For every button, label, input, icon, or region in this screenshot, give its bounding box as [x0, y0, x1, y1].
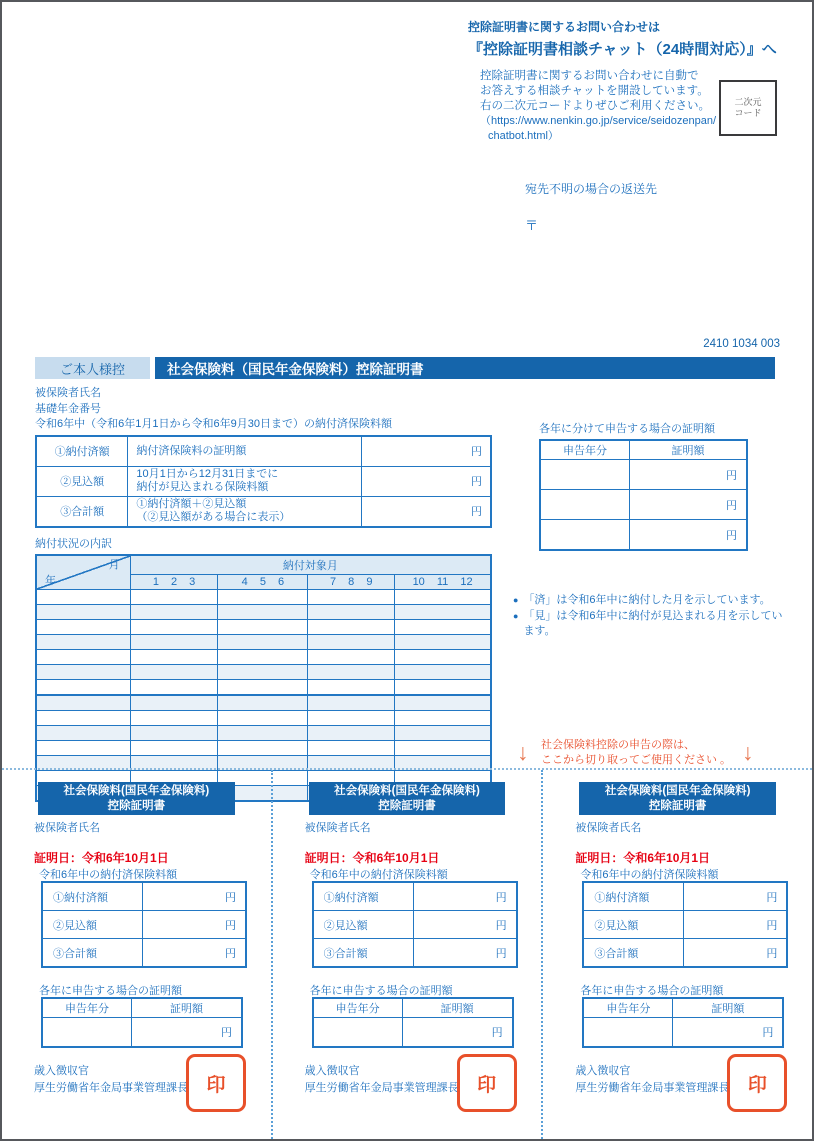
stub-paid-heading: 令和6年中の納付済保険料額: [580, 869, 719, 881]
table-row: [36, 725, 491, 740]
amount-value-cell: 円: [630, 520, 748, 551]
postal-code-mark: 〒: [525, 218, 539, 233]
official-title-line1: 歳入徴収官: [304, 1065, 360, 1077]
description-line: ①納付済額＋②見込額: [136, 498, 247, 510]
amount-row-label: ③合計額: [42, 939, 143, 968]
seal-character: 印: [477, 1074, 497, 1096]
amount-row-label: ①納付済額: [36, 436, 128, 467]
table-row: [583, 1018, 783, 1048]
table-row: [36, 695, 491, 711]
stub-amount-table: [312, 881, 518, 968]
official-title-line2: 厚生労働省年金局事業管理課長: [304, 1082, 459, 1094]
amount-row-label: ①納付済額: [583, 882, 684, 911]
stub-amount-table: [41, 881, 247, 968]
table-row: [36, 466, 491, 496]
cut-arrow-down-icon: ↓: [517, 739, 529, 765]
table-row: [36, 740, 491, 755]
stub-yearly-heading: 各年に申告する場合の証明額: [580, 985, 724, 997]
seal-character: 印: [747, 1074, 767, 1096]
table-row: [36, 710, 491, 725]
stub-title-line2: 控除証明書: [107, 799, 166, 812]
month-group-header: 1 2 3: [130, 574, 218, 589]
table-header-row: [36, 555, 491, 575]
paid-amount-table: [35, 435, 492, 528]
main-right-column: [539, 420, 789, 551]
table-row: [583, 939, 787, 968]
stub-yearly-heading: 各年に申告する場合の証明額: [39, 985, 182, 997]
amount-value-cell: 円: [362, 496, 492, 527]
yearly-declaration-heading: 各年に分けて申告する場合の証明額: [539, 423, 715, 435]
stub-title: [579, 782, 776, 815]
certified-amount-header: 証明額: [132, 998, 243, 1018]
stub-certification-date: 証明日：令和6年10月1日: [304, 851, 440, 865]
amount-row-label: ③合計額: [583, 939, 684, 968]
stub-insured-name-label: 被保険者氏名: [575, 822, 642, 834]
note-text: 「見」は令和6年中に納付が見込まれる月を示しています。: [523, 610, 783, 637]
amount-value-cell: 円: [132, 1018, 243, 1048]
insured-name-label: 被保険者氏名: [35, 387, 101, 399]
amount-value-cell: 円: [684, 939, 788, 968]
stub-yearly-heading: 各年に申告する場合の証明額: [309, 985, 453, 997]
stub-amount-table: [582, 881, 788, 968]
table-row: [36, 604, 491, 619]
amount-value-cell: 円: [684, 911, 788, 939]
amount-row-label: ②見込額: [583, 911, 684, 939]
description-line: 10月1日から12月31日までに: [136, 468, 279, 480]
certified-amount-header: 証明額: [630, 440, 748, 460]
stub-paid-heading: 令和6年中の納付済保険料額: [39, 869, 178, 881]
table-header-row: [42, 998, 242, 1018]
year-month-corner-cell: [36, 555, 130, 590]
qr-label-line1: 二次元: [734, 97, 762, 107]
official-title-line1: 歳入徴収官: [34, 1065, 89, 1077]
amount-value-cell: 円: [630, 490, 748, 520]
stub-yearly-table: [582, 997, 784, 1048]
page-title: 社会保険料（国民年金保険料）控除証明書: [155, 357, 775, 379]
stub-yearly-table: [41, 997, 243, 1048]
amount-value-cell: 円: [413, 911, 517, 939]
header-bar: [35, 357, 775, 379]
amount-row-label: ③合計額: [36, 496, 128, 527]
stub-title-line1: 社会保険料(国民年金保険料): [334, 785, 480, 797]
declaration-year-header: 申告年分: [583, 998, 673, 1018]
contact-heading-line1: 控除証明書に関するお問い合わせは: [468, 20, 661, 34]
table-row: [36, 664, 491, 679]
table-row: [313, 882, 517, 911]
months-header: 納付対象月: [130, 555, 491, 575]
amount-value-cell: 円: [362, 436, 492, 467]
main-left-column: [35, 386, 492, 802]
contact-body-line: 控除証明書に関するお問い合わせに自動で: [480, 70, 699, 82]
amount-value-cell: 円: [413, 882, 517, 911]
table-row: [540, 490, 747, 520]
table-row: [42, 939, 246, 968]
description-line: （②見込額がある場合に表示）: [136, 511, 291, 523]
qr-label-line2: コード: [734, 108, 762, 118]
table-row: [583, 911, 787, 939]
stub-yearly-table: [312, 997, 514, 1048]
copy-type-label: ご本人様控: [35, 357, 150, 379]
official-seal-stamp: [186, 1054, 246, 1112]
issuing-official: [34, 1063, 188, 1097]
certificate-stub-3: [541, 770, 812, 1139]
payment-detail-heading: 納付状況の内訳: [35, 537, 112, 550]
document-code: 2410 1034 003: [703, 338, 780, 350]
paid-amount-heading: 令和6年中（令和6年1月1日から令和6年9月30日まで）の納付済保険料額: [35, 418, 392, 430]
pension-number-label: 基礎年金番号: [35, 402, 101, 415]
certified-amount-header: 証明額: [402, 998, 513, 1018]
table-row: [36, 589, 491, 604]
amount-row-label: ①納付済額: [42, 882, 143, 911]
declaration-year-header: 申告年分: [42, 998, 132, 1018]
note-item: [513, 609, 791, 639]
legend-notes: [513, 593, 791, 640]
seal-character: 印: [206, 1074, 226, 1096]
issuing-official: [575, 1063, 729, 1097]
amount-row-description: [128, 466, 362, 496]
certificate-stub-1: [2, 770, 271, 1139]
month-group-header: 7 8 9: [308, 574, 395, 589]
yearly-declaration-table: [539, 439, 748, 551]
amount-value-cell: 円: [673, 1018, 784, 1048]
contact-heading-line2: 『控除証明書相談チャット（24時間対応）』へ: [468, 41, 777, 58]
description-line: 納付済保険料の証明額: [136, 444, 247, 457]
official-title-line2: 厚生労働省年金局事業管理課長: [575, 1082, 730, 1094]
table-row: [313, 939, 517, 968]
cut-here-notice: [541, 738, 731, 767]
stub-section: [2, 770, 812, 1139]
amount-value-cell: 円: [684, 882, 788, 911]
table-row: [42, 911, 246, 939]
month-group-header: 10 11 12: [395, 574, 491, 589]
table-row: [42, 882, 246, 911]
table-row: [42, 1018, 242, 1048]
table-row: [583, 882, 787, 911]
amount-value-cell: 円: [143, 911, 247, 939]
stub-insured-name-label: 被保険者氏名: [34, 822, 100, 834]
amount-value-cell: 円: [362, 466, 492, 496]
table-row: [36, 619, 491, 634]
amount-value-cell: 円: [402, 1018, 513, 1048]
month-group-header: 4 5 6: [218, 574, 308, 589]
stub-title: [38, 782, 235, 815]
qr-code-placeholder: [719, 80, 777, 136]
bullet-icon: ●: [513, 595, 519, 605]
official-title-line2: 厚生労働省年金局事業管理課長: [34, 1082, 188, 1094]
table-row: [36, 634, 491, 649]
declaration-year-header: 申告年分: [313, 998, 403, 1018]
table-header-row: [313, 998, 513, 1018]
payment-status-table: [35, 554, 492, 802]
table-row: [313, 911, 517, 939]
official-seal-stamp: [727, 1054, 787, 1112]
amount-value-cell: 円: [143, 882, 247, 911]
table-row: [540, 520, 747, 551]
table-header-row: [540, 440, 747, 460]
official-title-line1: 歳入徴収官: [575, 1065, 631, 1077]
table-row: [313, 1018, 513, 1048]
cut-notice-line2: ここから切り取ってご使用ください 。: [541, 753, 732, 766]
contact-body-text: [480, 69, 718, 144]
amount-row-label: ③合計額: [313, 939, 414, 968]
amount-row-description: [128, 496, 362, 527]
corner-month-label: 月: [108, 558, 120, 571]
bullet-icon: ●: [513, 611, 519, 621]
note-item: [513, 593, 791, 608]
contact-body-line: 右の二次元コードよりぜひご利用ください。: [480, 100, 710, 112]
note-text: 「済」は令和6年中に納付した月を示しています。: [523, 594, 771, 606]
stub-title-line2: 控除証明書: [648, 799, 707, 812]
stub-certification-date: 証明日：令和6年10月1日: [34, 851, 169, 865]
contact-info-block: [468, 18, 798, 144]
amount-row-label: ①納付済額: [313, 882, 414, 911]
stub-insured-name-label: 被保険者氏名: [304, 822, 371, 834]
return-address-label: 宛先不明の場合の返送先: [525, 182, 658, 196]
certificate-stub-2: [271, 770, 542, 1139]
amount-row-description: [128, 436, 362, 467]
issuing-official: [305, 1063, 459, 1097]
declaration-year-header: 申告年分: [540, 440, 630, 460]
amount-value-cell: 円: [630, 460, 748, 490]
stub-paid-heading: 令和6年中の納付済保険料額: [309, 869, 448, 881]
stub-certification-date: 証明日：令和6年10月1日: [575, 851, 711, 865]
chatbot-url-line2: chatbot.html）: [488, 130, 559, 142]
amount-value-cell: 円: [413, 939, 517, 968]
cut-arrow-down-icon: ↓: [742, 739, 754, 765]
amount-row-label: ②見込額: [36, 466, 128, 496]
stub-title-line1: 社会保険料(国民年金保険料): [63, 785, 210, 797]
table-header-row: [583, 998, 783, 1018]
table-row: [540, 460, 747, 490]
chatbot-url-line1: （https://www.nenkin.go.jp/service/seidozenpan/: [480, 115, 717, 127]
stub-title: [309, 782, 506, 815]
cut-notice-line1: 社会保険料控除の申告の際は、: [541, 739, 695, 751]
stub-title-line1: 社会保険料(国民年金保険料): [604, 785, 751, 797]
corner-year-label: 年: [45, 574, 56, 587]
table-row: [36, 436, 491, 467]
official-seal-stamp: [457, 1054, 517, 1112]
certified-amount-header: 証明額: [673, 998, 784, 1018]
table-row: [36, 496, 491, 527]
stub-title-line2: 控除証明書: [378, 799, 436, 812]
amount-row-label: ②見込額: [42, 911, 143, 939]
description-line: 納付が見込まれる保険料額: [136, 481, 269, 493]
contact-body-line: お答えする相談チャットを開設しています。: [480, 85, 709, 97]
table-row: [36, 679, 491, 695]
table-row: [36, 649, 491, 664]
amount-value-cell: 円: [143, 939, 247, 968]
amount-row-label: ②見込額: [313, 911, 414, 939]
